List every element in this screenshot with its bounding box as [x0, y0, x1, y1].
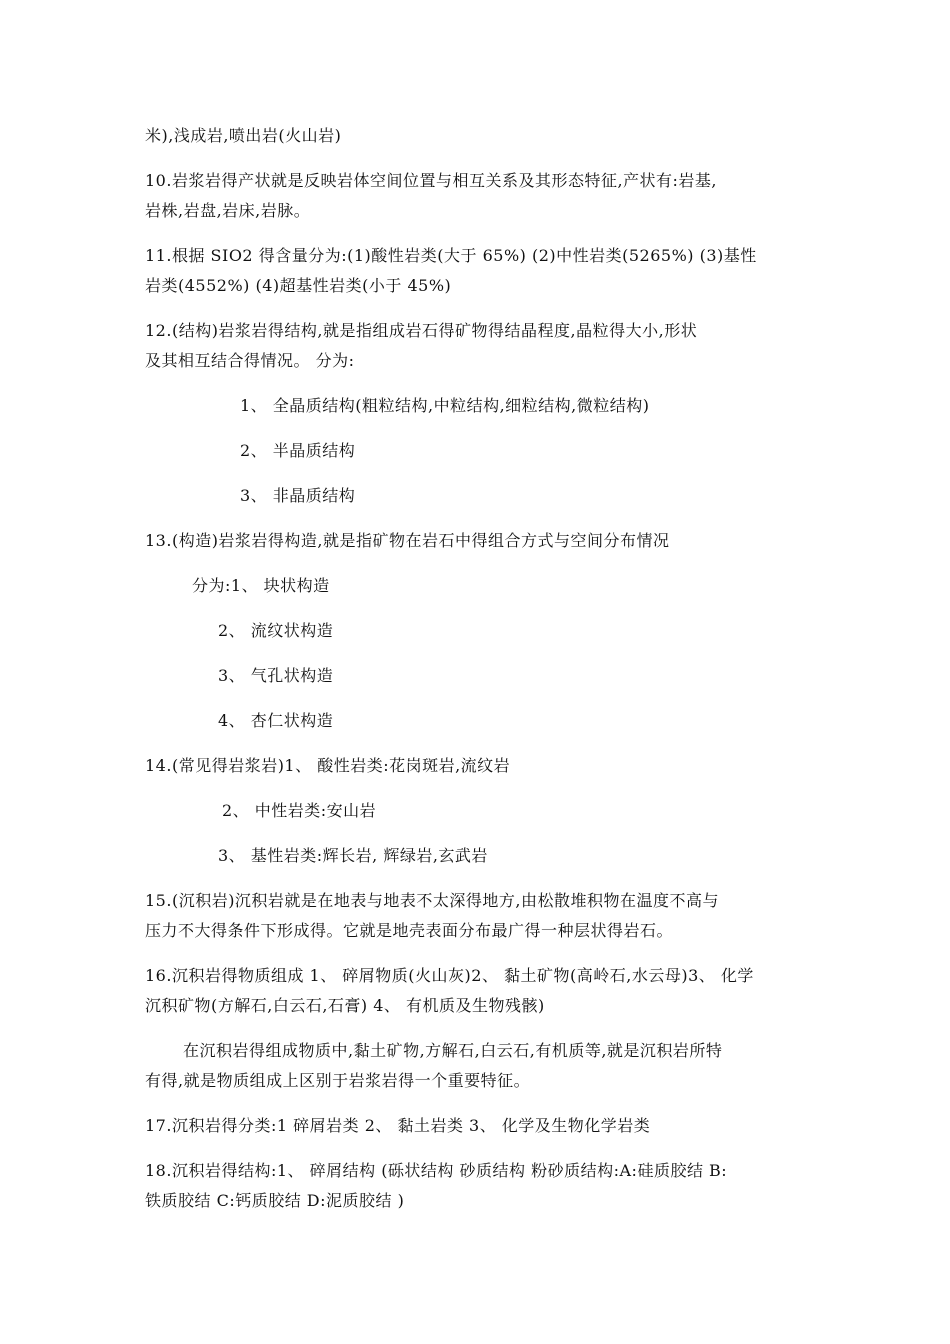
- paragraph-18-line-2: 铁质胶结 C:钙质胶结 D:泥质胶结 ): [145, 1191, 405, 1210]
- paragraph-15-line-1: 15.(沉积岩)沉积岩就是在地表与地表不太深得地方,由松散堆积物在温度不高与: [145, 891, 720, 910]
- paragraph-13-line-1: 13.(构造)岩浆岩得构造,就是指矿物在岩石中得组合方式与空间分布情况: [145, 531, 670, 550]
- list-item: 3、 基性岩类:辉长岩, 辉绿岩,玄武岩: [218, 846, 488, 865]
- paragraph-11-line-1: 11.根据 SIO2 得含量分为:(1)酸性岩类(大于 65%) (2)中性岩类(5265%) (3)基性: [145, 246, 757, 265]
- list-item: 3、 非晶质结构: [240, 486, 356, 505]
- paragraph-10-line-2: 岩株,岩盘,岩床,岩脉。: [145, 201, 311, 220]
- paragraph-16-line-2: 沉积矿物(方解石,白云石,石膏) 4、 有机质及生物残骸): [145, 996, 545, 1015]
- list-item: 2、 中性岩类:安山岩: [222, 801, 377, 820]
- paragraph-10-line-1: 10.岩浆岩得产状就是反映岩体空间位置与相互关系及其形态特征,产状有:岩基,: [145, 171, 718, 190]
- paragraph-15-line-2: 压力不大得条件下形成得。它就是地壳表面分布最广得一种层状得岩石。: [145, 921, 674, 940]
- paragraph-indented-line-2: 有得,就是物质组成上区别于岩浆岩得一个重要特征。: [145, 1071, 531, 1090]
- paragraph-17-line-1: 17.沉积岩得分类:1 碎屑岩类 2、 黏土岩类 3、 化学及生物化学岩类: [145, 1116, 651, 1135]
- paragraph-11-line-2: 岩类(4552%) (4)超基性岩类(小于 45%): [145, 276, 452, 295]
- list-item: 2、 流纹状构造: [218, 621, 334, 640]
- list-item: 4、 杏仁状构造: [218, 711, 334, 730]
- list-item: 1、 全晶质结构(粗粒结构,中粒结构,细粒结构,微粒结构): [240, 396, 650, 415]
- text-line: 米),浅成岩,喷出岩(火山岩): [145, 126, 342, 145]
- list-item: 2、 半晶质结构: [240, 441, 356, 460]
- paragraph-indented-line-1: 在沉积岩得组成物质中,黏土矿物,方解石,白云石,有机质等,就是沉积岩所特: [183, 1041, 723, 1060]
- paragraph-12-line-2: 及其相互结合得情况。 分为:: [145, 351, 355, 370]
- list-item: 3、 气孔状构造: [218, 666, 334, 685]
- list-item: 分为:1、 块状构造: [192, 576, 330, 595]
- paragraph-12-line-1: 12.(结构)岩浆岩得结构,就是指组成岩石得矿物得结晶程度,晶粒得大小,形状: [145, 321, 698, 340]
- paragraph-14-line-1: 14.(常见得岩浆岩)1、 酸性岩类:花岗斑岩,流纹岩: [145, 756, 511, 775]
- paragraph-18-line-1: 18.沉积岩得结构:1、 碎屑结构 (砾状结构 砂质结构 粉砂质结构:A:硅质胶结 B:: [145, 1161, 728, 1180]
- paragraph-16-line-1: 16.沉积岩得物质组成 1、 碎屑物质(火山灰)2、 黏土矿物(高岭石,水云母)3、 化学: [145, 966, 754, 985]
